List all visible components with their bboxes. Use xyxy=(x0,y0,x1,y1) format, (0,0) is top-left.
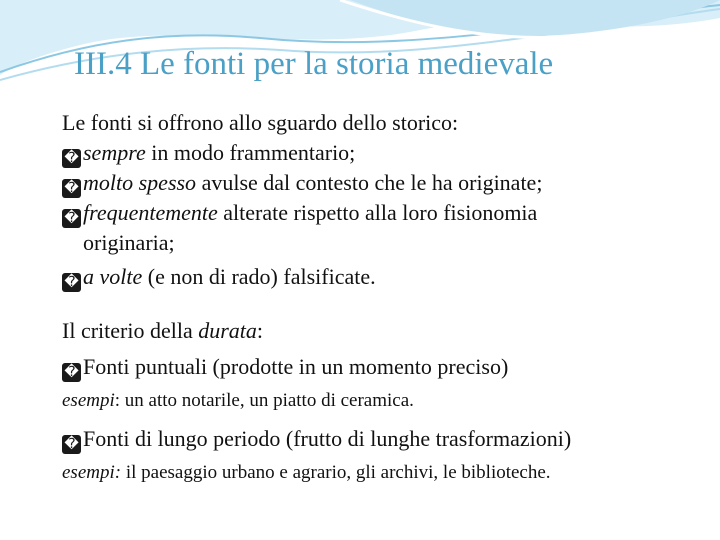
slide-body xyxy=(62,108,712,488)
list-item: � Fonti di lungo periodo (frutto di lunghe trasformazioni) xyxy=(62,424,712,454)
bullet-icon: � xyxy=(62,149,81,168)
bullet-icon: � xyxy=(62,179,81,198)
bullet-icon: � xyxy=(62,209,81,228)
example-text: esempi: il paesaggio urbano e agrario, gli archivi, le biblioteche. xyxy=(62,462,551,483)
example-text: esempi: un atto notarile, un piatto di ceramica. xyxy=(62,390,414,411)
bullet-icon: � xyxy=(62,363,81,382)
list-item: � a volte (e non di rado) falsificate. xyxy=(62,262,712,292)
list-item-continuation: originaria; xyxy=(83,230,175,255)
bullet-icon: � xyxy=(62,435,81,454)
list-item: � Fonti puntuali (prodotte in un momento preciso) xyxy=(62,352,712,382)
list-item: � molto spesso avulse dal contesto che le ha originate; xyxy=(62,168,712,198)
slide-title: III.4 Le fonti per la storia medievale xyxy=(74,46,554,82)
list-item: � frequentemente alterate rispetto alla loro fisionomia xyxy=(62,198,712,228)
bullet-icon: � xyxy=(62,273,81,292)
criterion-heading: Il criterio della durata: xyxy=(62,318,264,343)
intro-text: Le fonti si offrono allo sguardo dello storico: xyxy=(62,110,459,135)
list-item: � sempre in modo frammentario; xyxy=(62,138,712,168)
